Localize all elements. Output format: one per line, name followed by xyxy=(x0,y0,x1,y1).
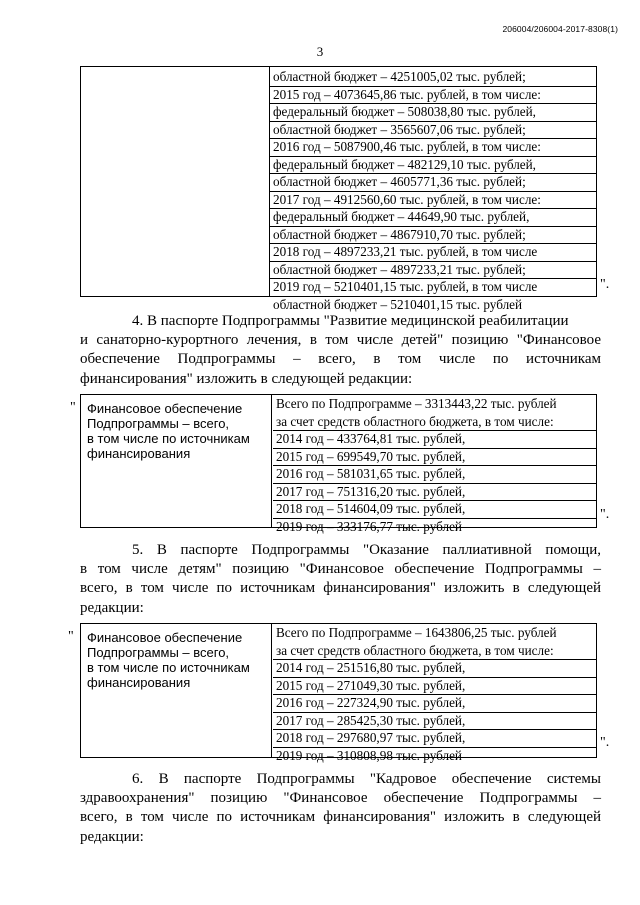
table-line: 2017 год – 285425,30 тыс. рублей, xyxy=(273,713,596,731)
paragraph-line: всего, в том числе по источникам финансирования" изложить в следующей xyxy=(80,809,601,826)
table-line: областной бюджет – 4251005,02 тыс. рублей; xyxy=(270,69,596,87)
paragraph-line: финансирования" изложить в следующей редакции: xyxy=(80,370,413,387)
table-right-cell xyxy=(270,69,596,314)
paragraph-line: 5. В паспорте Подпрограммы "Оказание паллиативной помощи, xyxy=(132,542,601,558)
label-line: в том числе по источникам xyxy=(87,431,250,446)
table-line: федеральный бюджет – 482129,10 тыс. рублей, xyxy=(270,157,596,175)
financing-table-continued xyxy=(80,66,597,312)
paragraph-4 xyxy=(80,312,601,389)
table-line: 2018 год – 514604,09 тыс. рублей, xyxy=(273,501,596,519)
page-number: 3 xyxy=(316,44,324,59)
paragraph-line: и санаторно-курортного лечения, в том числе детей" позицию "Финансовое xyxy=(80,332,601,349)
paragraph-line: в том числе детям" позицию "Финансовое обеспечение Подпрограммы – xyxy=(80,561,601,578)
table-line: 2019 год – 333176,77 тыс. рублей xyxy=(276,518,462,534)
table-line: 2018 год – 297680,97 тыс. рублей, xyxy=(273,730,596,748)
label-line: Финансовое обеспечение xyxy=(87,630,243,645)
opening-quote: " xyxy=(68,629,74,644)
table-line: 2017 год – 4912560,60 тыс. рублей, в том числе: xyxy=(270,192,596,210)
table-line: 2014 год – 251516,80 тыс. рублей, xyxy=(273,660,596,678)
closing-quote: ". xyxy=(600,735,610,750)
table-line: за счет средств областного бюджета, в том числе: xyxy=(273,643,596,661)
table-line: 2016 год – 581031,65 тыс. рублей, xyxy=(273,466,596,484)
label-line: в том числе по источникам xyxy=(87,660,250,675)
closing-quote: ". xyxy=(600,507,610,522)
table-label-cell xyxy=(87,401,250,461)
financing-table-palliative xyxy=(80,623,597,763)
table-left-cell xyxy=(81,67,270,296)
table-right-cell xyxy=(273,396,596,536)
table-line: областной бюджет – 4867910,70 тыс. рублей; xyxy=(270,227,596,245)
table-line: федеральный бюджет – 508038,80 тыс. рублей, xyxy=(270,104,596,122)
table-label-cell xyxy=(87,630,250,690)
paragraph-line: всего, в том числе по источникам финансирования" изложить в следующей xyxy=(80,580,601,597)
label-line: Финансовое обеспечение xyxy=(87,401,243,416)
paragraph-line: редакции: xyxy=(80,828,144,845)
table-line: федеральный бюджет – 44649,90 тыс. рублей, xyxy=(270,209,596,227)
table-line: 2019 год – 310808,98 тыс. рублей xyxy=(276,747,462,763)
table-line: областной бюджет – 4897233,21 тыс. рублей; xyxy=(270,262,596,280)
paragraph-line: обеспечение Подпрограммы – всего, в том числе по источникам xyxy=(80,351,601,368)
paragraph-5 xyxy=(80,541,601,618)
paragraph-line: редакции: xyxy=(80,599,144,616)
closing-quote: ". xyxy=(600,277,610,292)
label-line: Подпрограммы – всего, xyxy=(87,645,230,660)
paragraph-line: 4. В паспорте Подпрограммы "Развитие медицинской реабилитации xyxy=(132,313,569,329)
table-line: областной бюджет – 5210401,15 тыс. рублей xyxy=(273,296,523,312)
label-line: финансирования xyxy=(87,675,191,690)
table-line: областной бюджет – 3565607,06 тыс. рублей; xyxy=(270,122,596,140)
table-line: 2019 год – 5210401,15 тыс. рублей, в том числе xyxy=(270,279,596,297)
table-line: 2016 год – 5087900,46 тыс. рублей, в том числе: xyxy=(270,139,596,157)
table-line: 2015 год – 4073645,86 тыс. рублей, в том числе: xyxy=(270,87,596,105)
label-line: финансирования xyxy=(87,446,191,461)
table-line: 2017 год – 751316,20 тыс. рублей, xyxy=(273,484,596,502)
paragraph-line: здравоохранения" позицию "Финансовое обеспечение Подпрограммы – xyxy=(80,790,601,807)
table-right-cell xyxy=(273,625,596,765)
table-line: 2018 год – 4897233,21 тыс. рублей, в том числе xyxy=(270,244,596,262)
table-line: за счет средств областного бюджета, в том числе: xyxy=(273,414,596,432)
table-line: Всего по Подпрограмме – 3313443,22 тыс. рублей xyxy=(276,396,557,411)
table-line: областной бюджет – 4605771,36 тыс. рублей; xyxy=(270,174,596,192)
financing-table-rehabilitation xyxy=(80,394,597,534)
paragraph-line: 6. В паспорте Подпрограммы "Кадровое обеспечение системы xyxy=(132,771,601,787)
table-line: 2014 год – 433764,81 тыс. рублей, xyxy=(273,431,596,449)
table-line: Всего по Подпрограмме – 1643806,25 тыс. рублей xyxy=(276,625,557,640)
label-line: Подпрограммы – всего, xyxy=(87,416,230,431)
table-line: 2016 год – 227324,90 тыс. рублей, xyxy=(273,695,596,713)
document-id: 206004/206004-2017-8308(1) xyxy=(502,24,618,34)
table-line: 2015 год – 271049,30 тыс. рублей, xyxy=(273,678,596,696)
opening-quote: " xyxy=(70,400,76,415)
paragraph-6 xyxy=(80,770,601,847)
table-line: 2015 год – 699549,70 тыс. рублей, xyxy=(273,449,596,467)
